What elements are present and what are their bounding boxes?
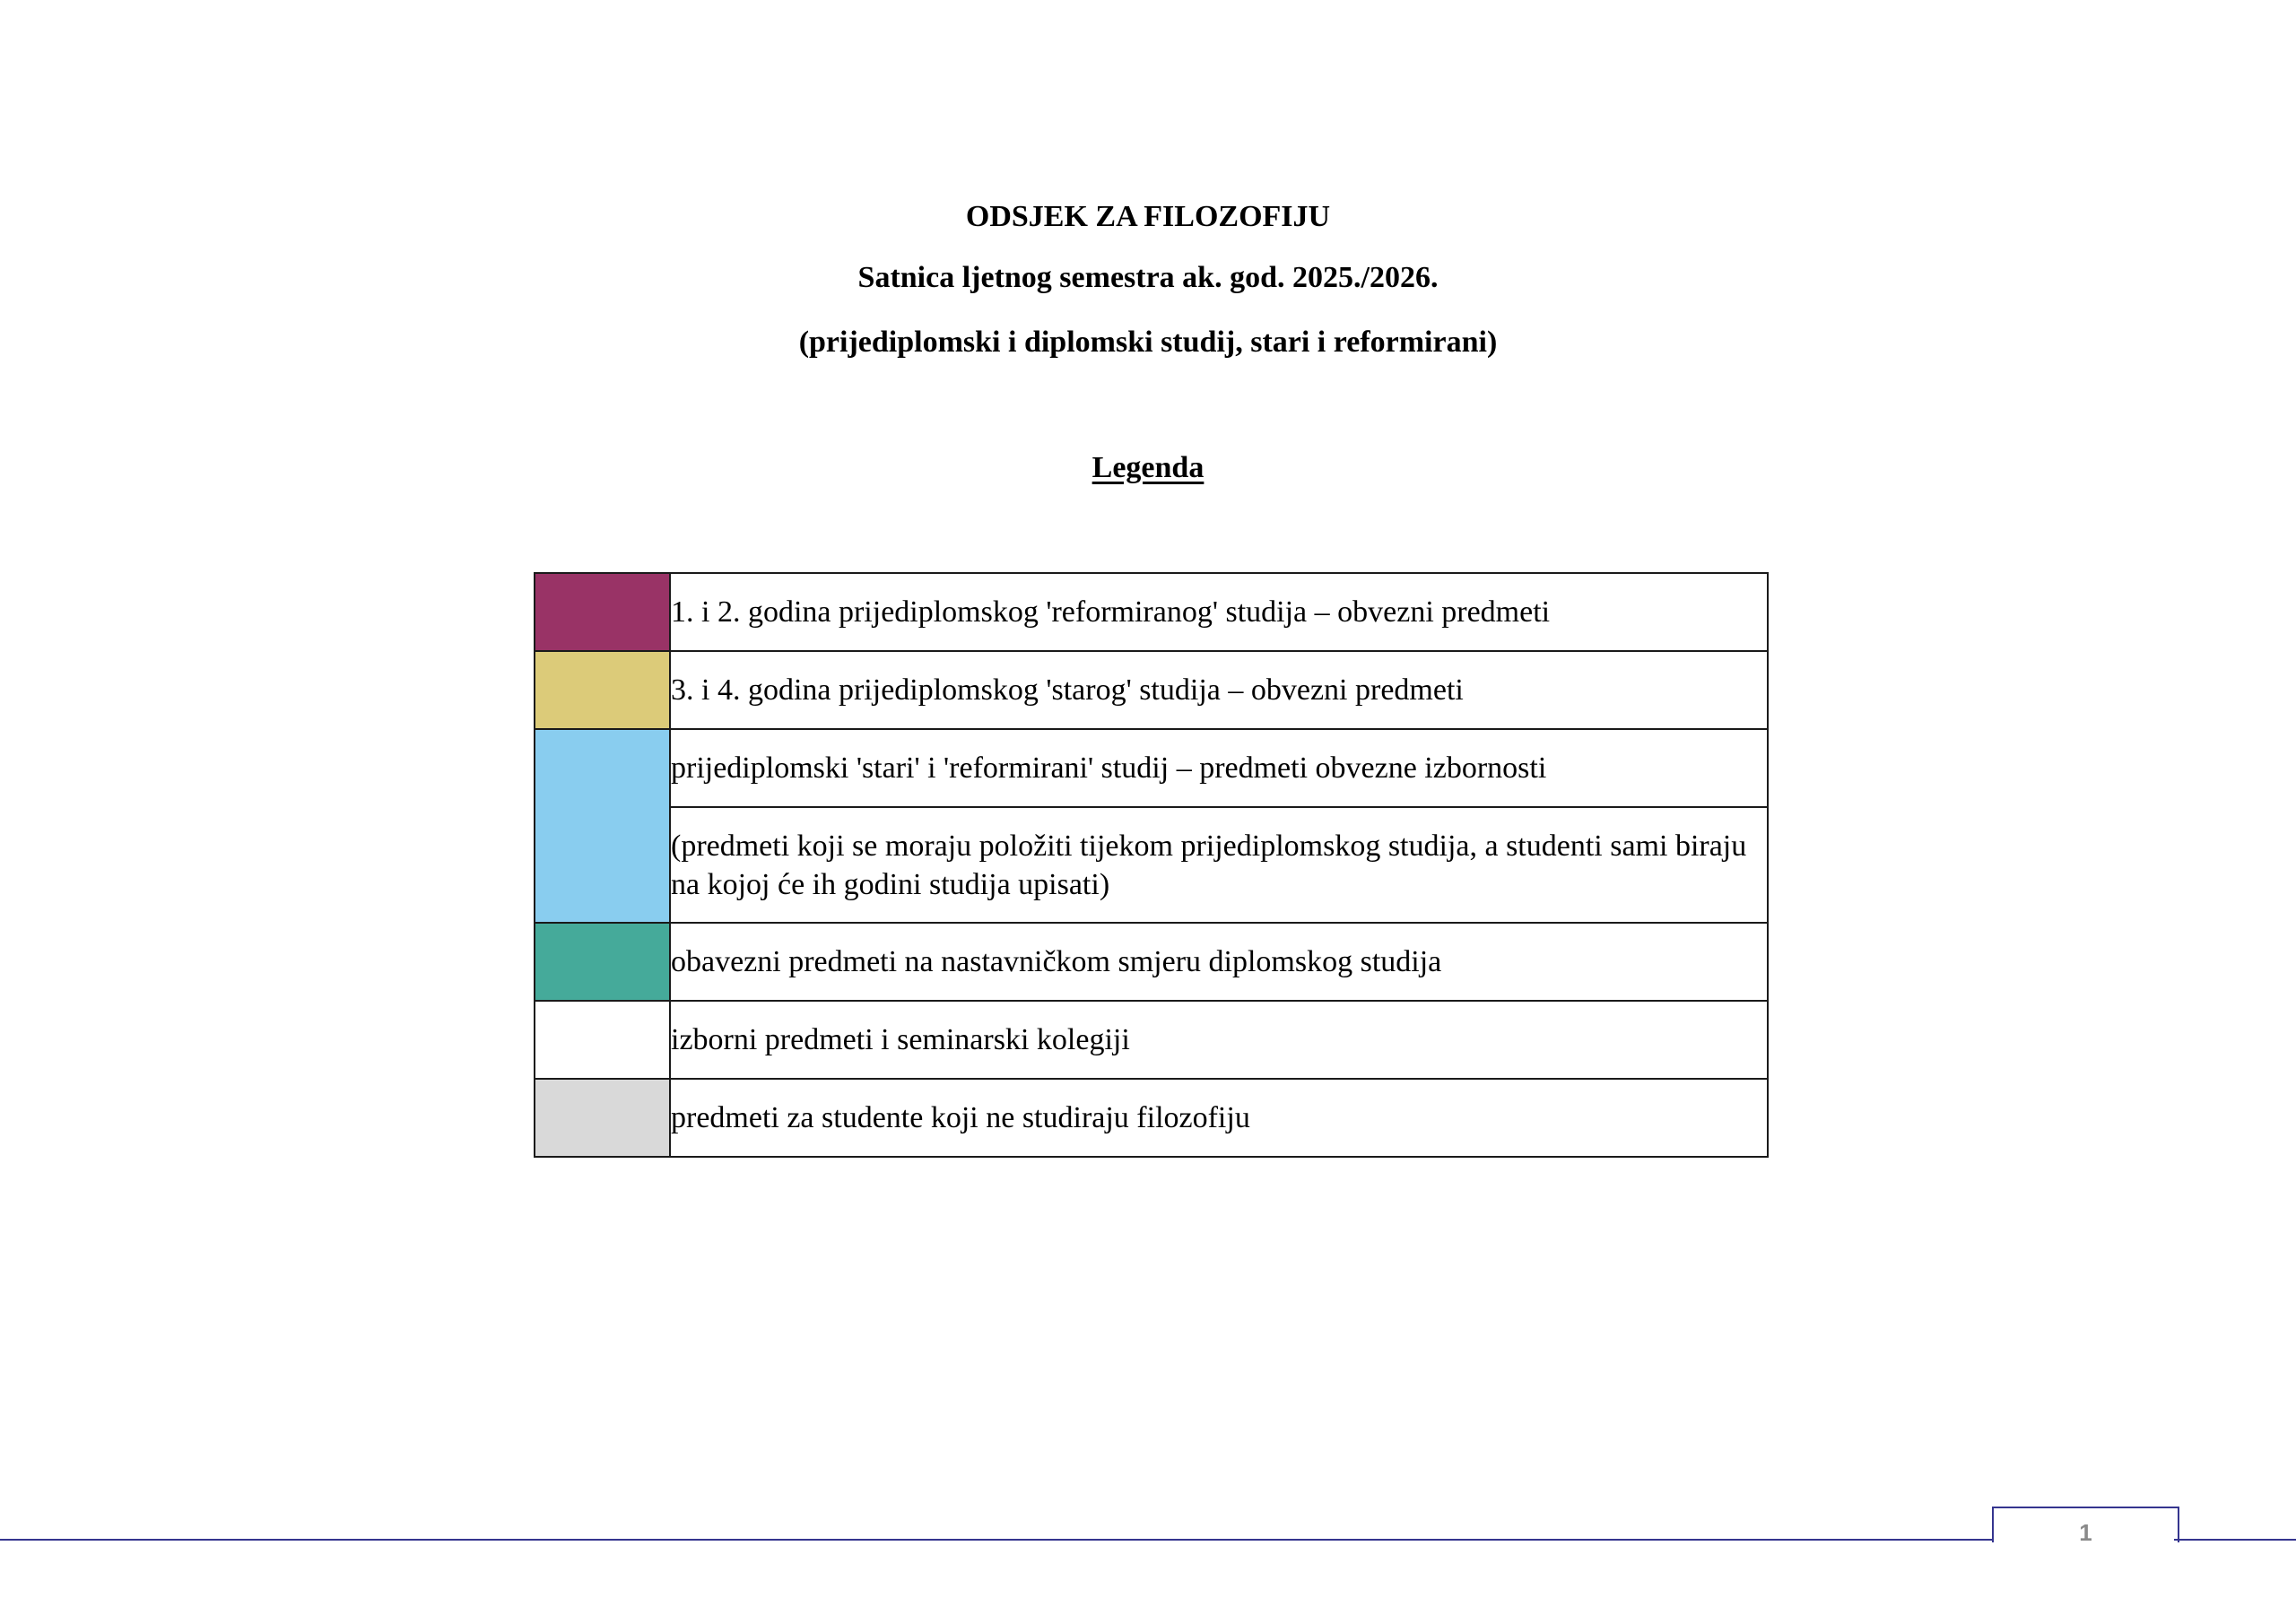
footer-line-right <box>2174 1539 2296 1541</box>
legend-row <box>535 1079 1768 1157</box>
legend-text: predmeti za studente koji ne studiraju filozofiju <box>670 1079 1768 1157</box>
color-swatch-elective-required <box>535 729 670 923</box>
legend-row <box>535 1001 1768 1079</box>
footer-line-left <box>0 1539 1994 1541</box>
schedule-title: Satnica ljetnog semestra ak. god. 2025./2026. <box>857 261 1439 294</box>
legend-row <box>535 573 1768 651</box>
page-number: 1 <box>2079 1519 2092 1546</box>
legend-note: (predmeti koji se moraju položiti tijekom prijediplomskog studija, a studenti sami biraju na kojoj će ih godini studija upisati) <box>670 807 1768 923</box>
legend-text: 1. i 2. godina prijediplomskog 'reformiranog' studija – obvezni predmeti <box>670 573 1768 651</box>
legend-row <box>535 729 1768 807</box>
legend-title: Legenda <box>1091 451 1205 484</box>
legend-row <box>535 807 1768 923</box>
legend-text: prijediplomski 'stari' i 'reformirani' studij – predmeti obvezne izbornosti <box>670 729 1768 807</box>
department-title: ODSJEK ZA FILOZOFIJU <box>965 200 1331 233</box>
color-swatch-reformed-1-2 <box>535 573 670 651</box>
legend-text: izborni predmeti i seminarski kolegiji <box>670 1001 1768 1079</box>
study-note: (prijediplomski i diplomski studij, stari i reformirani) <box>798 326 1498 359</box>
legend-table <box>534 572 1769 1158</box>
color-swatch-electives <box>535 1001 670 1079</box>
legend-text: obavezni predmeti na nastavničkom smjeru diplomskog studija <box>670 923 1768 1001</box>
legend-text: 3. i 4. godina prijediplomskog 'starog' studija – obvezni predmeti <box>670 651 1768 729</box>
legend-row <box>535 651 1768 729</box>
page-number-tab <box>1992 1507 2179 1546</box>
legend-row <box>535 923 1768 1001</box>
color-swatch-old-3-4 <box>535 651 670 729</box>
color-swatch-non-philosophy <box>535 1079 670 1157</box>
color-swatch-teaching-track <box>535 923 670 1001</box>
